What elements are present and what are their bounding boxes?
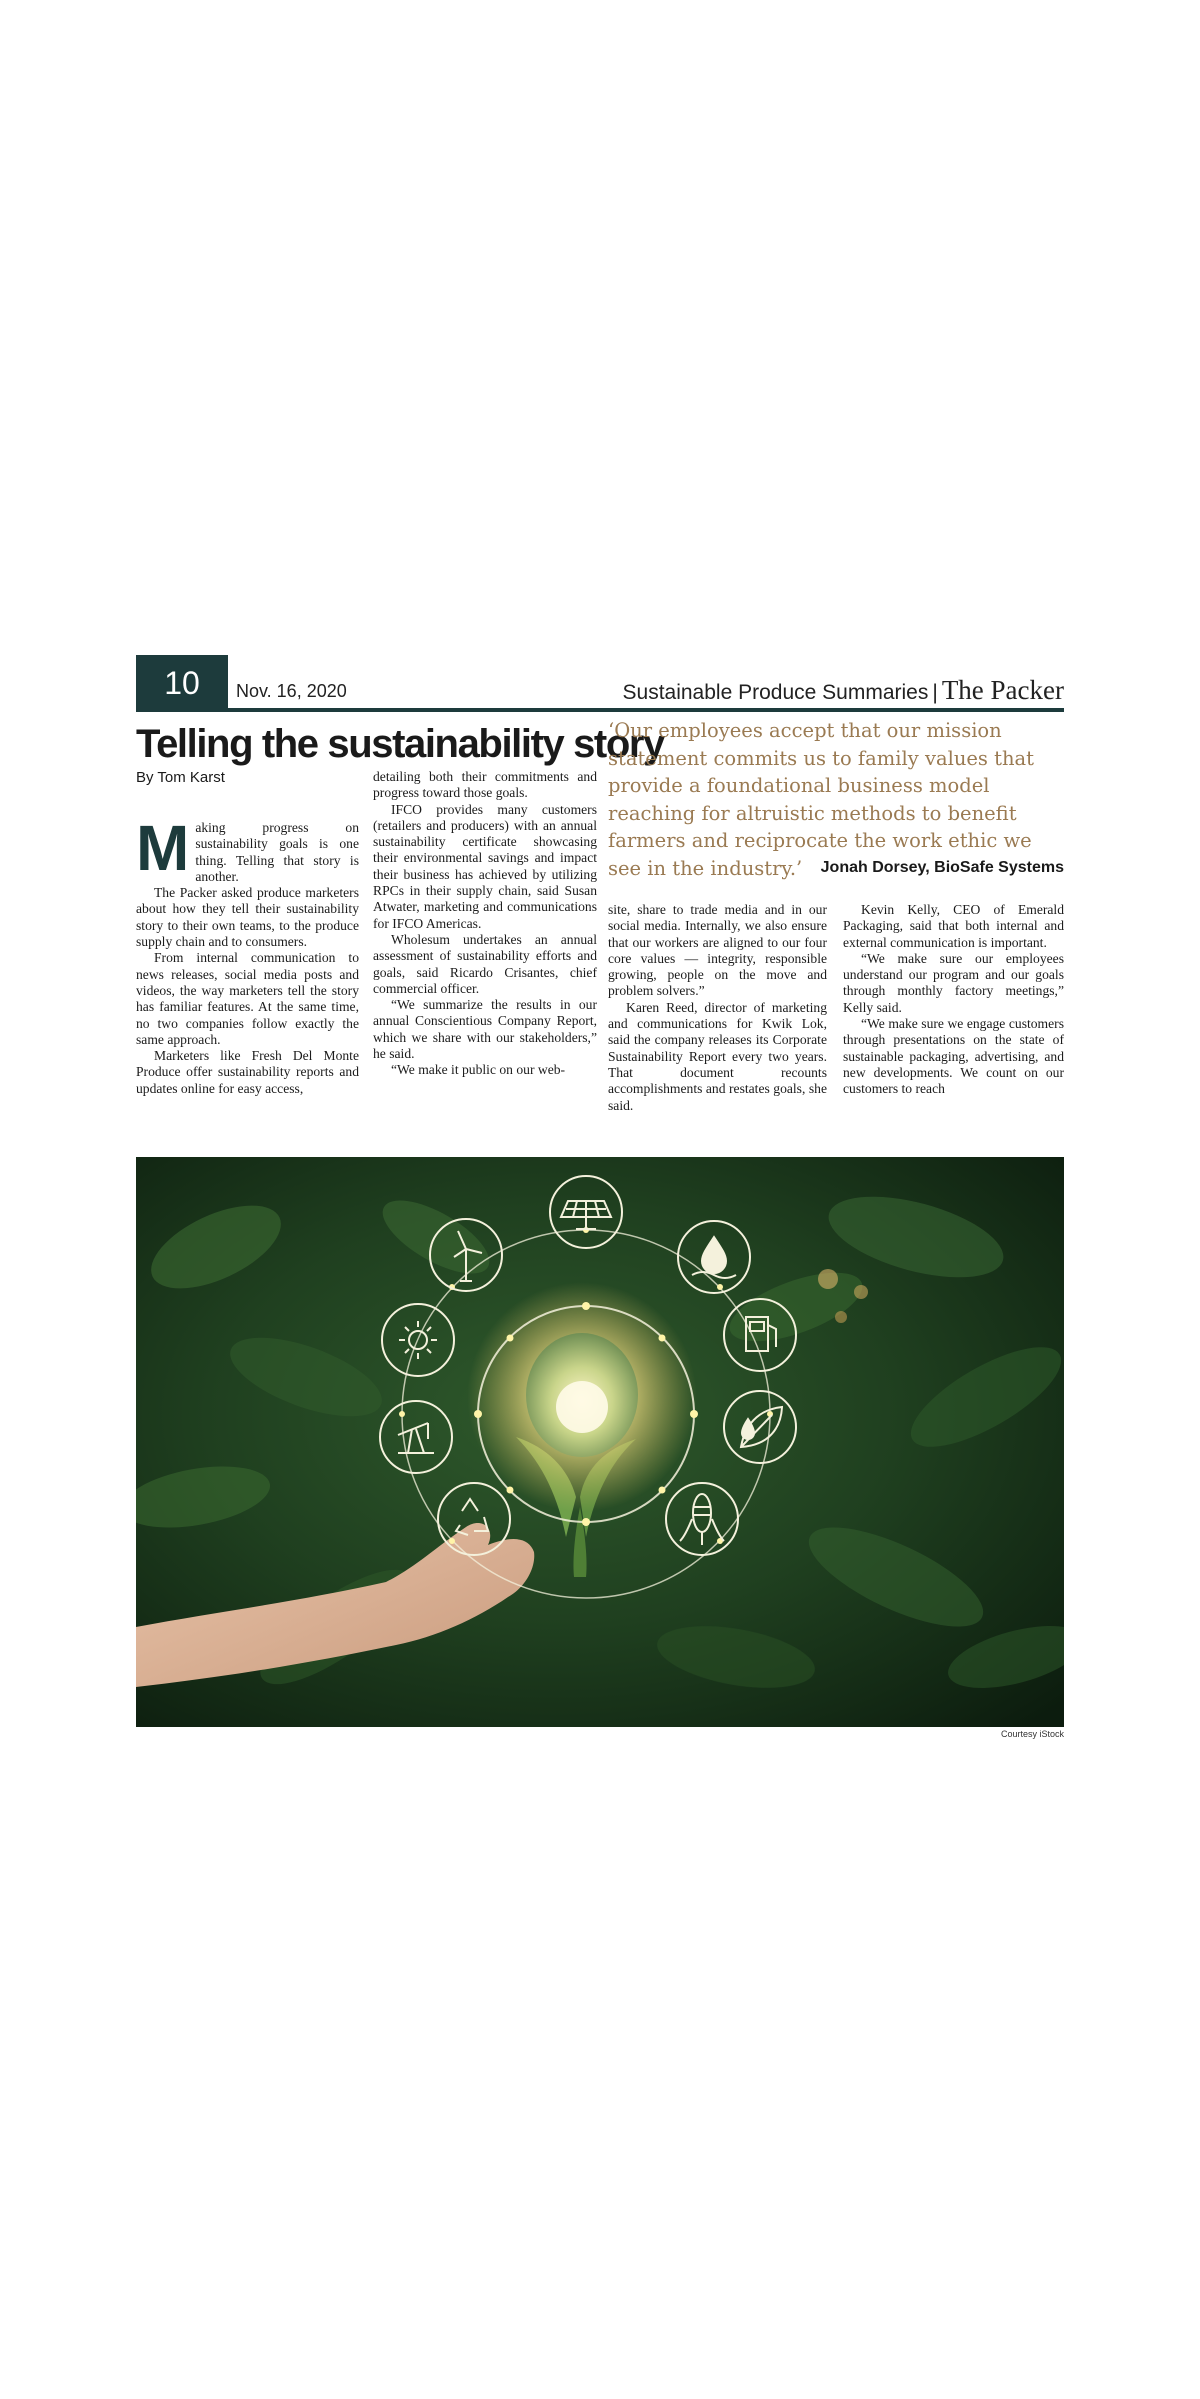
page-number: 10 — [136, 655, 228, 711]
paragraph: detailing both their commitments and progress toward those goals. — [373, 769, 597, 801]
paragraph — [136, 812, 359, 885]
article-column-3 — [608, 902, 827, 1114]
paragraph: “We make sure we engage customers through presentations on the state of sustainable packaging, advertising, and new developments. We count on our customers to reach — [843, 1016, 1064, 1097]
article-column-4 — [843, 902, 1064, 1098]
paragraph: Kevin Kelly, CEO of Emerald Packaging, said that both internal and external communication is important. — [843, 902, 1064, 950]
photo-credit: Courtesy iStock — [1000, 1729, 1064, 1739]
paragraph: site, share to trade media and in our social media. Internally, we also ensure that our workers are aligned to our four core values — integrity, responsible growing, people on the move and problem solvers.” — [608, 902, 827, 999]
paragraph: “We summarize the results in our annual Conscientious Company Report, which we share with our stakeholders,” he said. — [373, 997, 597, 1062]
issue-date: Nov. 16, 2020 — [236, 681, 347, 701]
paragraph-text: aking progress on sustainability goals is one thing. Telling that story is another. — [195, 820, 359, 884]
section-separator: | — [932, 681, 938, 704]
paragraph: Marketers like Fresh Del Monte Produce offer sustainability reports and updates online for easy access, — [136, 1048, 359, 1096]
paragraph: From internal communication to news releases, social media posts and videos, the way marketers tell the story has familiar features. At the same time, no two companies follow exactly the same approach. — [136, 950, 359, 1047]
header-rule — [136, 708, 1064, 712]
byline: By Tom Karst — [136, 769, 225, 786]
paragraph: “We make it public on our web- — [391, 1062, 566, 1078]
drop-cap: M — [136, 812, 190, 884]
publication-name: The Packer — [941, 675, 1064, 705]
section-title: Sustainable Produce Summaries — [622, 681, 929, 704]
pull-quote: ‘Our employees accept that our mission statement commits us to family values that provide a foundational business model reaching for altruistic methods to benefit farmers and reciprocate the work ethic we see in the industry.’ — [608, 719, 1034, 880]
light-bulb — [467, 1282, 697, 1512]
article-photo — [136, 1157, 1064, 1727]
paragraph: The Packer asked produce marketers about how they tell their sustainability story to their own teams, to the produce supply chain and to consumers. — [136, 885, 359, 950]
section-header — [623, 675, 1064, 706]
paragraph: Wholesum undertakes an annual assessment of sustainability efforts and goals, said Ricardo Crisantes, chief commercial officer. — [373, 931, 597, 996]
paragraph: Karen Reed, director of marketing and communications for Kwik Lok, said the company releases its Corporate Sustainability Report every two years. That document recounts accomplishments and restates goals, she said. — [608, 999, 827, 1113]
article-column-1 — [136, 812, 359, 1097]
paragraph: IFCO provides many customers (retailers and producers) with an annual sustainability certificate showcasing their environmental savings and impact their business has achieved by utilizing RPCs in their supply chain, said Susan Atwater, marketing and communications for IFCO Americas. — [373, 801, 597, 931]
pull-quote-attribution: Jonah Dorsey, BioSafe Systems — [820, 859, 1064, 876]
article-column-2 — [373, 769, 597, 1079]
article-headline: Telling the sustainability story — [136, 722, 664, 766]
paragraph: “We make sure our employees understand our program and our goals through monthly factory meetings,” Kelly said. — [843, 950, 1064, 1015]
